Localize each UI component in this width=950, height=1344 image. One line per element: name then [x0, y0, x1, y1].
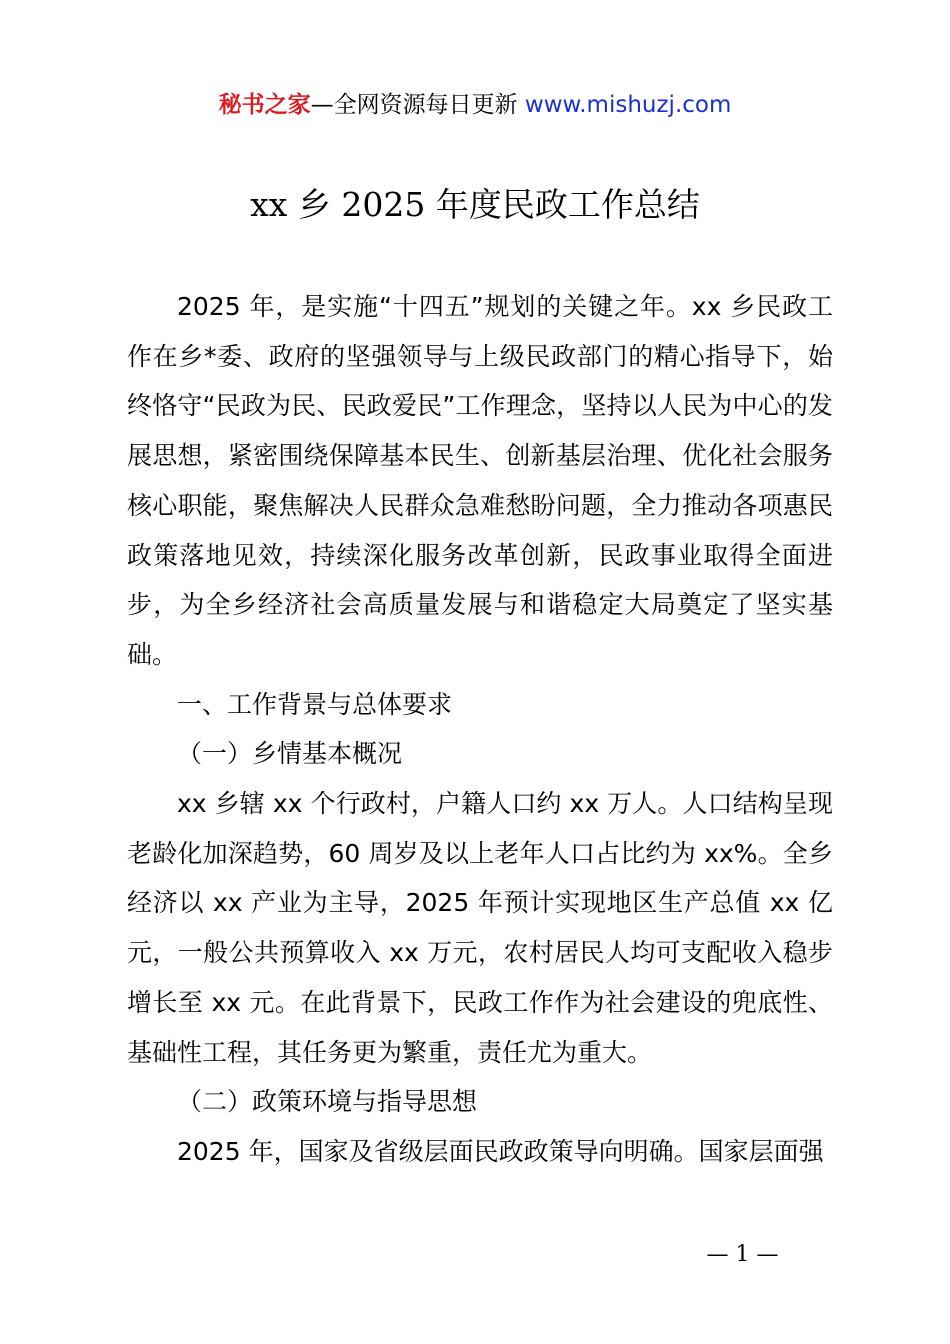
body-paragraph: xx 乡辖 xx 个行政村，户籍人口约 xx 万人。人口结构呈现老龄化加深趋势，60 周岁及以上老年人口占比约为 xx%。全乡经济以 xx 产业为主导，2025 年预计实现地区生产总值 xx 亿元，一般公共预算收入 xx 万元，农村居民人均可支配收入稳步增长至 xx 元。在此背景下，民政工作作为社会建设的兜底性、基础性工程，其任务更为繁重，责任尤为重大。 [127, 789, 833, 1067]
site-header [0, 88, 950, 122]
header-tagline: —全网资源每日更新 [310, 92, 525, 118]
document-title: xx 乡 2025 年度民政工作总结 [250, 185, 700, 224]
section-heading: 一、工作背景与总体要求 [177, 689, 453, 719]
site-url-link[interactable]: www.mishuzj.com [524, 92, 732, 118]
body-paragraph: 2025 年，国家及省级层面民政政策导向明确。国家层面强 [177, 1136, 824, 1166]
subsection-heading: （二）政策环境与指导思想 [177, 1087, 478, 1117]
brand-name: 秘书之家 [218, 92, 311, 118]
subsection-heading: （一）乡情基本概况 [177, 739, 403, 769]
document-body [127, 282, 833, 1177]
page-number: — 1 — [706, 1242, 779, 1267]
intro-paragraph: 2025 年，是实施“十四五”规划的关键之年。xx 乡民政工作在乡*委、政府的坚强领导与上级民政部门的精心指导下，始终恪守“民政为民、民政爱民”工作理念，坚持以人民为中心的发展思想，紧密围绕保障基本民生、创新基层治理、优化社会服务核心职能，聚焦解决人民群众急难愁盼问题，全力推动各项惠民政策落地见效，持续深化服务改革创新，民政事业取得全面进步，为全乡经济社会高质量发展与和谐稳定大局奠定了坚实基础。 [127, 292, 833, 669]
